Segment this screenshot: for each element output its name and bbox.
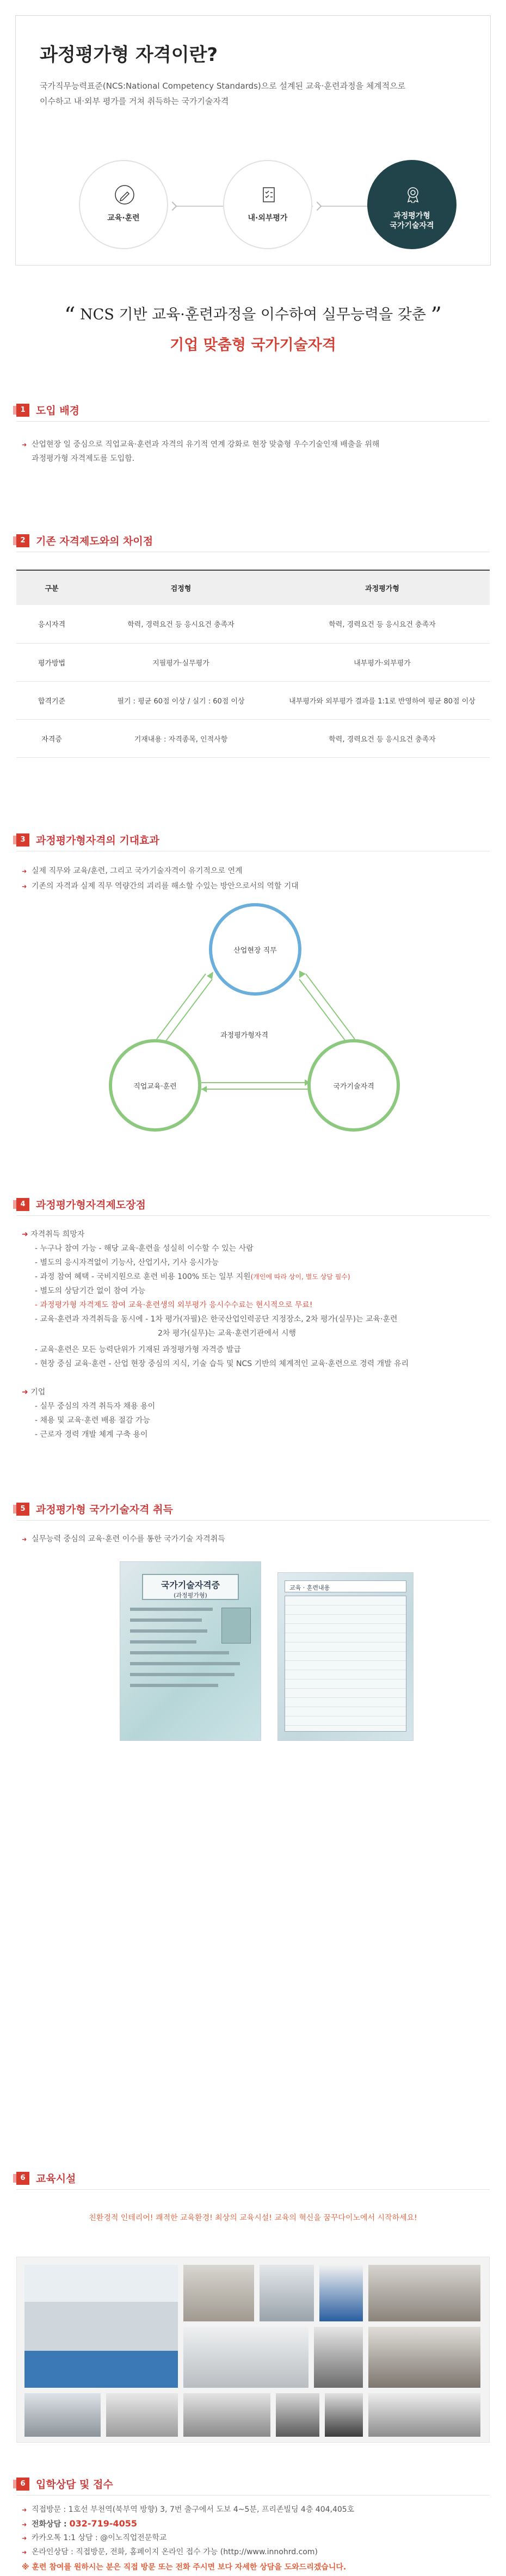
facility-photo	[368, 2393, 480, 2437]
section-title: 교육시설	[36, 2173, 76, 2185]
contact-online[interactable]: ➜ 온라인상담 : 직접방문, 전화, 홈페이지 온라인 접수 가능 (http://www.innohrd.com)	[22, 2548, 318, 2556]
cert-back-header: 교육 · 훈련내용	[285, 1580, 406, 1592]
section-number: 6	[16, 2478, 29, 2491]
contact-note: ※ 훈련 참여를 원하시는 분은 직접 방문 또는 전화 주시면 보다 자세한 상담을 도와드리겠습니다.	[22, 2563, 347, 2572]
section-number: 4	[16, 1198, 29, 1211]
contact-kakao[interactable]: ➜ 카카오톡 1:1 상담 : @이노직업전문학교	[22, 2534, 167, 2542]
sec1-text-2: 과정평가형 자격제도를 도입함.	[32, 454, 135, 463]
table-row	[16, 719, 490, 757]
contact-heading	[16, 2476, 113, 2491]
intro-box	[15, 15, 491, 265]
divider	[16, 421, 490, 422]
step-label: 내·외부평가	[248, 214, 288, 223]
cert-subtitle: (과정평가형)	[174, 1592, 207, 1599]
list-item: - 근로자 경력 개발 체계 구축 용이	[35, 1430, 148, 1439]
quote-line-1: “ NCS 기반 교육·훈련과정을 이수하여 실무능력을 갖춘 ”	[64, 303, 442, 328]
list-item-highlight: - 과정평가형 자격제도 참여 교육·훈련생의 외부평가 응시수수료는 현시적으로 무료!	[35, 1301, 313, 1309]
arrow-icon	[168, 202, 177, 211]
facility-photo	[325, 2393, 363, 2437]
table-header: 구분	[16, 570, 87, 605]
table-cell: 응시자격	[16, 605, 87, 643]
table-header-row	[16, 570, 490, 605]
table-cell: 내부평가와 외부평가 결과를 1:1로 반영하여 평균 80점 이상	[275, 681, 490, 719]
section-number: 1	[16, 404, 29, 417]
table-cell: 지필평가·실무평가	[87, 643, 275, 681]
list-item: - 과정 참여 혜택 - 국비지원으로 훈련 비용 100% 또는 일부 지원(개인에 따라 상이, 별도 상담 필수)	[35, 1272, 350, 1281]
facility-photo	[368, 2265, 480, 2321]
section-4-heading	[16, 1197, 146, 1212]
step-label: 과정평가형 국가기술자격	[390, 212, 434, 230]
table-cell: 필기 : 평균 60점 이상 / 실기 : 60점 이상	[87, 681, 275, 719]
facility-photo	[183, 2265, 254, 2321]
table-row	[16, 605, 490, 643]
divider	[16, 1520, 490, 1521]
table-cell: 자격증	[16, 719, 87, 757]
section-title: 과정평가형자격의 기대효과	[36, 835, 159, 847]
table-header: 검정형	[87, 570, 275, 605]
facility-photo	[276, 2393, 319, 2437]
cycle-node-certification: 국가기술자격	[307, 1039, 400, 1132]
section-title: 과정평가형 국가기술자격 취득	[36, 1504, 173, 1516]
list-item: - 별도의 상담기간 없이 참여 가능	[35, 1287, 146, 1295]
arrow-icon	[313, 202, 322, 211]
comparison-table	[16, 570, 490, 758]
table-cell: 학력, 경력요건 등 응시요건 충족자	[87, 605, 275, 643]
facility-photo	[260, 2265, 314, 2321]
section-title: 기존 자격제도와의 차이점	[36, 535, 153, 547]
divider	[16, 2189, 490, 2190]
table-row	[16, 643, 490, 681]
section-5-heading	[16, 1502, 173, 1516]
sec3-bullet: ➜ 기존의 자격과 실제 직무 역량간의 괴리를 해소할 수있는 방안으로서의 역할 기대	[22, 882, 299, 891]
facility-photo	[319, 2265, 363, 2321]
cycle-node-industry: 산업현장 직무	[209, 903, 301, 996]
checklist-icon	[258, 184, 280, 206]
intro-title: 과정평가형 자격이란?	[40, 44, 218, 66]
facilities-tagline: 친환경적 인테리어! 쾌적한 교육환경! 최상의 교육시설! 교육의 혁신을 꿈꾸다이노에서 시작하세요!	[89, 2214, 417, 2222]
step-label: 교육·훈련	[107, 214, 140, 223]
badge-icon	[402, 184, 424, 206]
table-cell: 학력, 경력요건 등 응시요건 충족자	[275, 719, 490, 757]
cert-title: 국가기술자격증	[161, 1580, 220, 1590]
section-title: 과정평가형자격제도장점	[36, 1199, 146, 1211]
table-header: 과정평가형	[275, 570, 490, 605]
sec3-bullet: ➜ 실제 직무와 교육/훈련, 그리고 국가기술자격이 유기적으로 연계	[22, 867, 243, 875]
table-cell: 학력, 경력요건 등 응시요건 충족자	[275, 605, 490, 643]
table-cell: 내부평가·외부평가	[275, 643, 490, 681]
sec5-text: ➜ 실무능력 중심의 교육·훈련 이수를 통한 국가기술 자격취득	[22, 1535, 225, 1543]
sec1-text-1: ➜ 산업현장 일 중심으로 직업교육·훈련과 자격의 유기적 연계 강화로 현장 맞춤형 우수기술인재 배출을 위해	[22, 440, 380, 449]
section-6-heading	[16, 2171, 76, 2185]
contact-item: ➜ 직접방문 : 1호선 부천역(북부역 방향) 3, 7번 출구에서 도보 4~5분, 프리존빌딩 4층 404,405호	[22, 2505, 355, 2514]
section-number: 2	[16, 534, 29, 547]
section-number: 5	[16, 1503, 29, 1516]
process-diagram	[41, 160, 471, 252]
list-item: - 교육·훈련과 자격취득을 동시에 - 1차 평가(자필)은 한국산업인력공단 지정장소, 2차 평가(실무)는 교육·훈련	[35, 1315, 398, 1324]
table-cell: 기재내용 : 자격종목, 인적사항	[87, 719, 275, 757]
list-item: - 별도의 응시자격없이 기능사, 산업기사, 기사 응시가능	[35, 1258, 219, 1267]
list-item: - 교육·훈련은 모든 능력단위가 기재된 과정평가형 자격증 발급	[35, 1345, 241, 1354]
facility-photo	[183, 2393, 270, 2437]
certificate-front-image	[120, 1561, 261, 1741]
facility-photo	[183, 2327, 308, 2388]
intro-desc-1: 국가직무능력표준(NCS:National Competency Standards)으로 설계된 교육·훈련과정을 체계적으로	[40, 81, 406, 91]
facility-photo	[314, 2327, 363, 2388]
list-item: - 현장 중심 교육·훈련 - 산업 현장 중심의 지식, 기술 습득 및 NCS 기반의 체계적인 교육·훈련으로 경력 개발 유리	[35, 1360, 409, 1368]
quote-line-2: 기업 맞춤형 국가기술자격	[170, 337, 336, 354]
facility-photo	[24, 2393, 101, 2437]
list-item: - 실무 중심의 자격 취득자 채용 용이	[35, 1402, 156, 1411]
divider	[16, 1215, 490, 1216]
facility-photo	[106, 2393, 178, 2437]
group-heading: ➜ 기업	[22, 1388, 46, 1397]
certificate-back-image	[277, 1572, 414, 1741]
intro-desc-2: 이수하고 내·외부 평가를 거쳐 취득하는 국가기술자격	[40, 96, 229, 106]
section-3-heading	[16, 832, 159, 847]
section-2-heading	[16, 533, 153, 548]
facility-photo	[368, 2327, 480, 2388]
table-cell: 합격기준	[16, 681, 87, 719]
section-number: 3	[16, 833, 29, 847]
section-title: 입학상담 및 접수	[36, 2479, 113, 2491]
photo-placeholder	[221, 1608, 251, 1644]
table-cell: 평가방법	[16, 643, 87, 681]
pencil-icon	[114, 184, 135, 206]
list-item: - 채용 및 교육·훈련 배용 절감 가능	[35, 1416, 151, 1425]
group-heading: ➜ 자격취득 희망자	[22, 1230, 85, 1239]
cycle-node-education: 직업교육·훈련	[109, 1039, 201, 1132]
facility-photo	[24, 2265, 178, 2388]
step-education	[79, 160, 168, 249]
cycle-center-label: 과정평가형자격	[220, 1031, 268, 1040]
contact-phone[interactable]: ➜ 전화상담 : 032-719-4055	[22, 2518, 138, 2529]
table-row	[16, 681, 490, 719]
section-1-heading	[16, 403, 79, 417]
list-item: - 누구나 참여 가능 - 해당 교육·훈련을 성실히 이수할 수 있는 사람	[35, 1244, 254, 1253]
step-evaluation	[223, 160, 312, 249]
facilities-gallery	[16, 2257, 490, 2443]
step-certification	[367, 160, 456, 249]
section-title: 도입 배경	[36, 405, 80, 417]
list-item-continued: 2차 평가(실무)는 교육·훈련기관에서 시행	[158, 1329, 297, 1338]
section-number: 6	[16, 2172, 29, 2185]
